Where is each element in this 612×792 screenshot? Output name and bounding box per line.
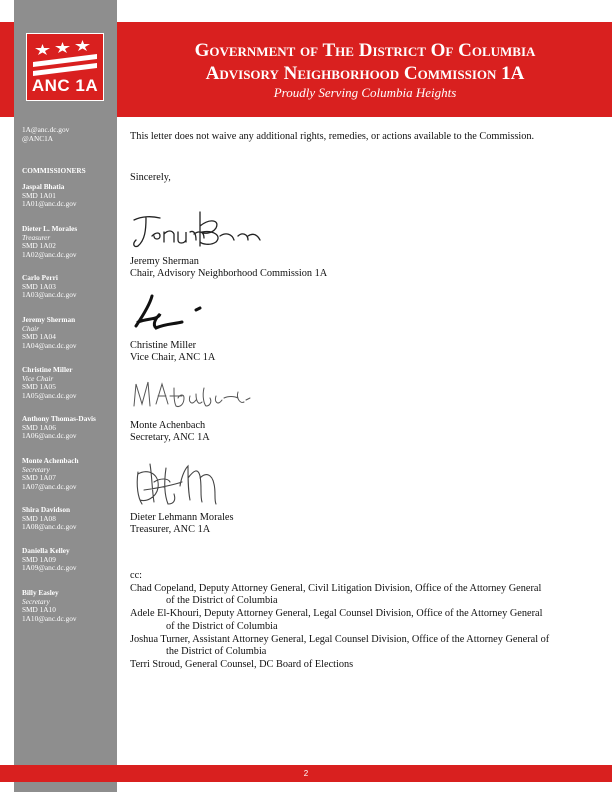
signatory-title: Secretary, ANC 1A [130, 432, 210, 443]
cc-item: Chad Copeland, Deputy Attorney General, Civil Litigation Division, Office of the Attorney General of the District of Columbia [130, 582, 542, 607]
commissioner-entry [22, 589, 114, 623]
signatory-name: Monte Achenbach [130, 420, 206, 431]
tagline: Proudly Serving Columbia Heights [273, 85, 457, 100]
commissioner-name: Shira Davidson [22, 505, 71, 514]
commissioner-smd: SMD 1A05 [22, 382, 56, 392]
cc-item: Terri Stroud, General Counsel, DC Board of Elections [130, 658, 354, 670]
signatory-title: Vice Chair, ANC 1A [130, 352, 216, 363]
commissioner-smd: SMD 1A02 [22, 241, 56, 251]
commissioner-role: Secretary [22, 464, 50, 474]
commissioner-name: Monte Achenbach [22, 456, 79, 465]
org-title-line2: Advisory Neighborhood Commission 1A [205, 63, 525, 84]
commissioner-name: Jaspal Bhatia [22, 182, 65, 191]
commissioner-smd: SMD 1A01 [22, 190, 56, 200]
commissioner-email[interactable]: 1A07@anc.dc.gov [22, 481, 77, 491]
commissioner-name: Jeremy Sherman [22, 315, 76, 324]
commissioner-smd: SMD 1A04 [22, 332, 56, 342]
signature-christine-miller [130, 290, 220, 335]
signatory-name: Jeremy Sherman [130, 256, 199, 267]
commissioner-entry [22, 506, 114, 532]
commissioner-email[interactable]: 1A04@anc.dc.gov [22, 340, 77, 350]
signature-jeremy-sherman [130, 206, 270, 256]
commissioner-entry [22, 316, 114, 350]
commissioner-email[interactable]: 1A03@anc.dc.gov [22, 290, 77, 300]
signatory-title: Chair, Advisory Neighborhood Commission 1A [130, 268, 328, 279]
anc-logo [26, 33, 104, 101]
signatory-name: Dieter Lehmann Morales [130, 512, 234, 523]
commissioner-entry [22, 366, 114, 400]
page-number: 2 [303, 769, 309, 778]
logo-text: ANC 1A [31, 76, 99, 95]
commissioner-name: Billy Easley [22, 588, 59, 597]
commissioner-role: Chair [22, 323, 40, 333]
commissioner-name: Daniella Kelley [22, 546, 70, 555]
commissioner-email[interactable]: 1A02@anc.dc.gov [22, 249, 77, 259]
commissioners-heading: COMMISSIONERS [22, 166, 86, 175]
commissioner-email[interactable]: 1A01@anc.dc.gov [22, 199, 77, 209]
commissioner-email[interactable]: 1A05@anc.dc.gov [22, 390, 77, 400]
signatory-title: Treasurer, ANC 1A [130, 524, 211, 535]
commissioner-name: Carlo Perri [22, 273, 58, 282]
commissioner-smd: SMD 1A10 [22, 605, 56, 615]
signature-monte-achenbach [130, 376, 260, 416]
commissioner-entry [22, 547, 114, 573]
commissioner-email[interactable]: 1A08@anc.dc.gov [22, 522, 77, 532]
commissioner-email[interactable]: 1A10@anc.dc.gov [22, 613, 77, 623]
commissioner-smd: SMD 1A09 [22, 554, 56, 564]
sidebar-email[interactable]: 1A@anc.dc.gov [22, 125, 70, 134]
commissioner-role: Treasurer [22, 232, 51, 242]
commissioner-name: Dieter L. Morales [22, 224, 78, 233]
commissioner-name: Anthony Thomas-Davis [22, 414, 96, 423]
signature-dieter-lehmann-morales [130, 456, 240, 511]
org-title-line1: Government of The District Of Columbia [194, 40, 536, 61]
commissioner-smd: SMD 1A03 [22, 281, 56, 291]
letter-paragraph: This letter does not waive any additional rights, remedies, or actions available to the Commission. [130, 131, 535, 142]
signatory-name: Christine Miller [130, 340, 197, 351]
cc-label: cc: [130, 570, 143, 581]
commissioner-entry [22, 415, 114, 441]
cc-block [130, 570, 550, 672]
commissioner-entry [22, 183, 114, 209]
commissioner-role: Vice Chair [22, 373, 54, 383]
cc-item: Joshua Turner, Assistant Attorney General, Legal Counsel Division, Office of the Attorney General of the District of Columbia [130, 633, 550, 658]
commissioner-role: Secretary [22, 596, 50, 606]
commissioner-entry [22, 274, 114, 300]
sidebar-contact [22, 126, 114, 143]
commissioner-email[interactable]: 1A06@anc.dc.gov [22, 431, 77, 441]
commissioner-smd: SMD 1A08 [22, 513, 56, 523]
commissioner-entry [22, 457, 114, 491]
sidebar-handle[interactable]: @ANC1A [22, 133, 54, 143]
cc-item: Adele El-Khouri, Deputy Attorney General, Legal Counsel Division, Office of the Attorney General of the District of Columbia [130, 608, 543, 632]
commissioner-name: Christine Miller [22, 365, 73, 374]
commissioner-entry [22, 225, 114, 259]
commissioner-smd: SMD 1A07 [22, 473, 56, 483]
letter-closing: Sincerely, [130, 172, 171, 183]
commissioner-smd: SMD 1A06 [22, 422, 56, 432]
commissioner-email[interactable]: 1A09@anc.dc.gov [22, 563, 77, 573]
